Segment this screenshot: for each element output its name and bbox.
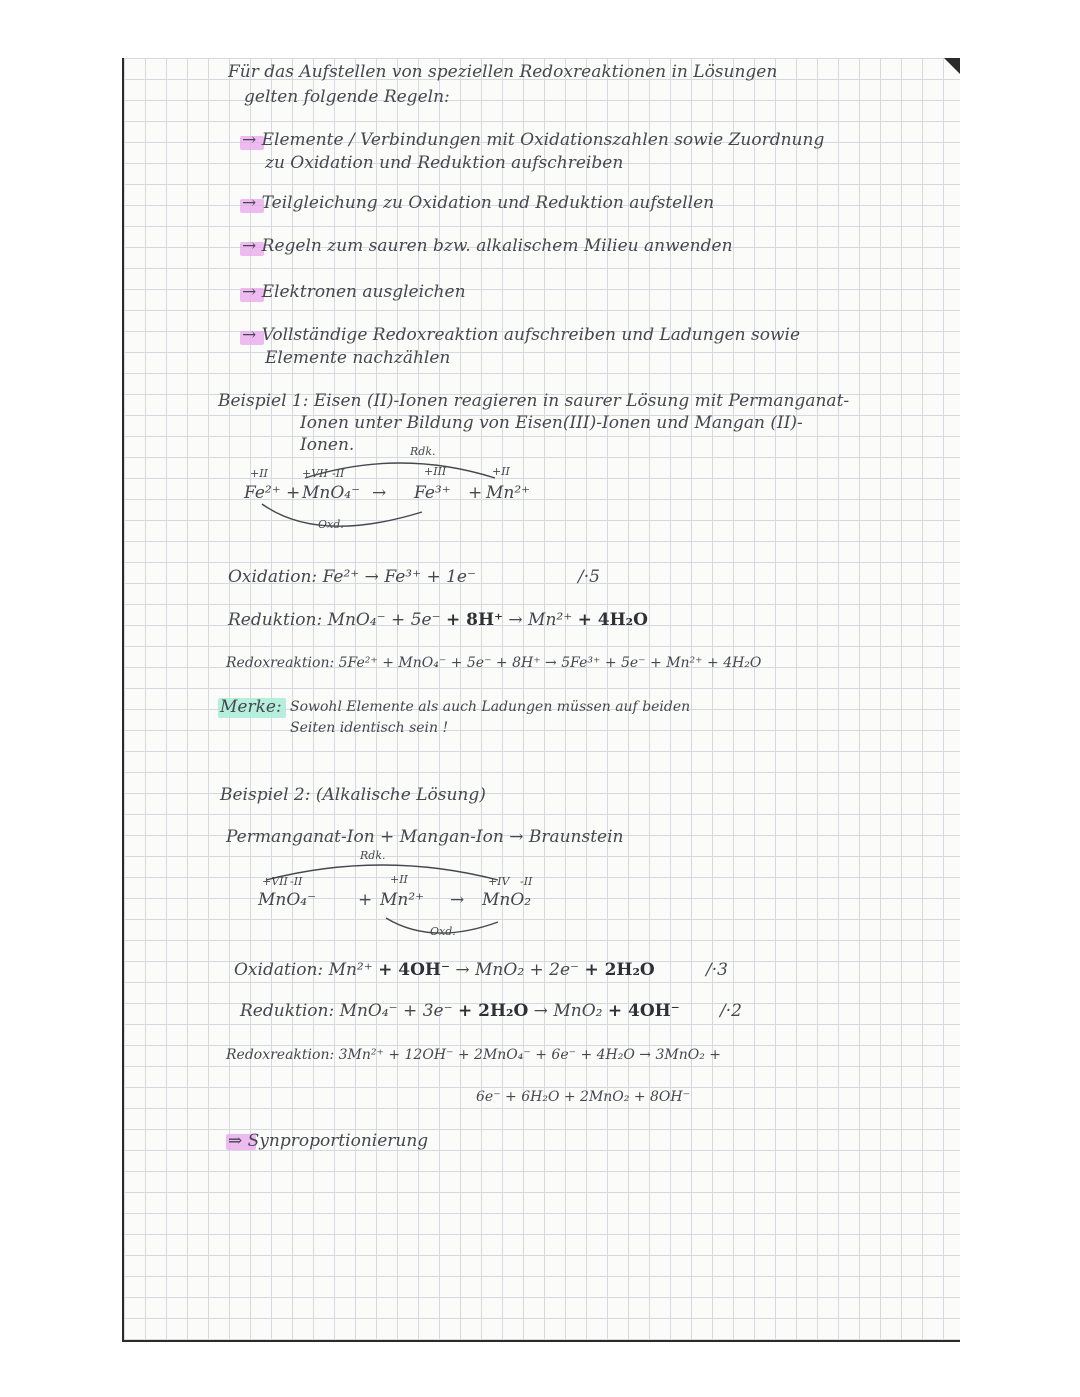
example2-redox-line-2: 6e⁻ + 6H₂O + 2MnO₂ + 8OH⁻: [476, 1089, 691, 1105]
example2-oxidation-part-c: → MnO₂ + 2e⁻: [449, 960, 585, 980]
rule-5-line-2: Elemente nachzählen: [265, 348, 451, 368]
example2-on-mn2: +II: [390, 873, 408, 886]
example2-oxidation: [234, 961, 655, 980]
paper-corner: [944, 58, 960, 74]
merke-line-2: Seiten identisch sein !: [290, 720, 449, 736]
intro-line-1: Für das Aufstellen von speziellen Redoxreaktionen in Lösungen: [228, 62, 778, 82]
example1-reduction-part-d: + 4H₂O: [577, 610, 648, 630]
example2-species-mno2: MnO₂: [482, 890, 532, 910]
example2-oxidation-label: Oxd.: [430, 925, 456, 938]
example2-reduction-label: Rdk.: [360, 849, 386, 862]
merke-label: Merke:: [220, 697, 282, 717]
example2-reduction: [240, 1002, 680, 1021]
example2-oxidation-part-b: + 4OH⁻: [378, 960, 450, 980]
example2-reduction-part-b: + 2H₂O: [457, 1001, 529, 1021]
example1-heading-3: Ionen.: [300, 435, 355, 455]
example1-on-o: -II: [332, 467, 345, 480]
example1-reduction: [228, 611, 648, 630]
example1-oxidation: Oxidation: Fe²⁺ → Fe³⁺ + 1e⁻: [228, 567, 476, 587]
example2-line: Permanganat-Ion + Mangan-Ion → Braunstein: [226, 827, 624, 847]
example1-heading-1: Beispiel 1: Eisen (II)-Ionen reagieren in saurer Lösung mit Permanganat-: [218, 391, 850, 411]
example2-species-mn2: Mn²⁺: [380, 890, 425, 910]
rule-3-line-1: → Regeln zum sauren bzw. alkalischem Milieu anwenden: [242, 236, 733, 256]
example2-conclusion: ⇒ Synproportionierung: [228, 1131, 429, 1151]
rule-4-line-1: → Elektronen ausgleichen: [242, 282, 466, 302]
example1-reduction-label: Rdk.: [410, 445, 436, 458]
example2-reduction-factor: /·2: [720, 1001, 742, 1021]
rule-2-line-1: → Teilgleichung zu Oxidation und Reduktion aufstellen: [242, 193, 715, 213]
example1-species-mn2: Mn²⁺: [486, 483, 531, 503]
example1-plus-2: +: [468, 483, 483, 503]
example1-reduction-part-a: Reduktion: MnO₄⁻ + 5e⁻: [228, 610, 446, 630]
rule-1-line-2: zu Oxidation und Reduktion aufschreiben: [265, 153, 624, 173]
example2-species-mno4: MnO₄⁻: [258, 890, 317, 910]
example1-plus-1: +: [286, 483, 301, 503]
example2-on-mn7: +VII: [262, 875, 288, 888]
example1-on-fe2: +II: [250, 467, 268, 480]
example1-species-fe3: Fe³⁺: [414, 483, 451, 503]
example2-reduction-part-a: Reduktion: MnO₄⁻ + 3e⁻: [240, 1001, 458, 1021]
merke-line-1: Sowohl Elemente als auch Ladungen müssen auf beiden: [290, 699, 691, 715]
example1-species-fe2: Fe²⁺: [244, 483, 281, 503]
example2-on-o2: -II: [520, 875, 533, 888]
example2-arrow: →: [450, 890, 465, 910]
example1-reduction-part-b: + 8H⁺: [445, 610, 503, 630]
example2-oxidation-part-a: Oxidation: Mn²⁺: [234, 960, 379, 980]
example1-reduction-part-c: → Mn²⁺: [503, 610, 578, 630]
example1-redox: Redoxreaktion: 5Fe²⁺ + MnO₄⁻ + 5e⁻ + 8H⁺ → 5Fe³⁺ + 5e⁻ + Mn²⁺ + 4H₂O: [226, 655, 762, 671]
example2-plus: +: [358, 890, 373, 910]
example2-on-mn4: +IV: [488, 875, 510, 888]
rule-1-line-1: → Elemente / Verbindungen mit Oxidationszahlen sowie Zuordnung: [242, 130, 825, 150]
example1-on-mn7: +VII: [302, 467, 328, 480]
example2-reduction-part-c: → MnO₂: [528, 1001, 608, 1021]
example1-oxidation-label: Oxd.: [318, 518, 344, 531]
intro-line-2: gelten folgende Regeln:: [244, 87, 450, 107]
rule-5-line-1: → Vollständige Redoxreaktion aufschreiben und Ladungen sowie: [242, 325, 801, 345]
example1-species-mno4: MnO₄⁻: [302, 483, 361, 503]
example1-oxidation-factor: /·5: [578, 567, 600, 587]
example2-heading: Beispiel 2: (Alkalische Lösung): [220, 785, 486, 805]
example1-on-fe3: +III: [424, 465, 447, 478]
example1-reduction-arc: [300, 452, 500, 482]
example2-oxidation-factor: /·3: [706, 960, 728, 980]
example2-redox-line-1: Redoxreaktion: 3Mn²⁺ + 12OH⁻ + 2MnO₄⁻ + 6e⁻ + 4H₂O → 3MnO₂ +: [226, 1047, 721, 1063]
example2-reduction-part-d: + 4OH⁻: [607, 1001, 680, 1021]
example2-oxidation-part-d: + 2H₂O: [584, 960, 655, 980]
example1-heading-2: Ionen unter Bildung von Eisen(III)-Ionen und Mangan (II)-: [300, 413, 803, 433]
example1-arrow: →: [372, 483, 387, 503]
example2-on-o: -II: [290, 875, 303, 888]
example1-on-mn2: +II: [492, 465, 510, 478]
